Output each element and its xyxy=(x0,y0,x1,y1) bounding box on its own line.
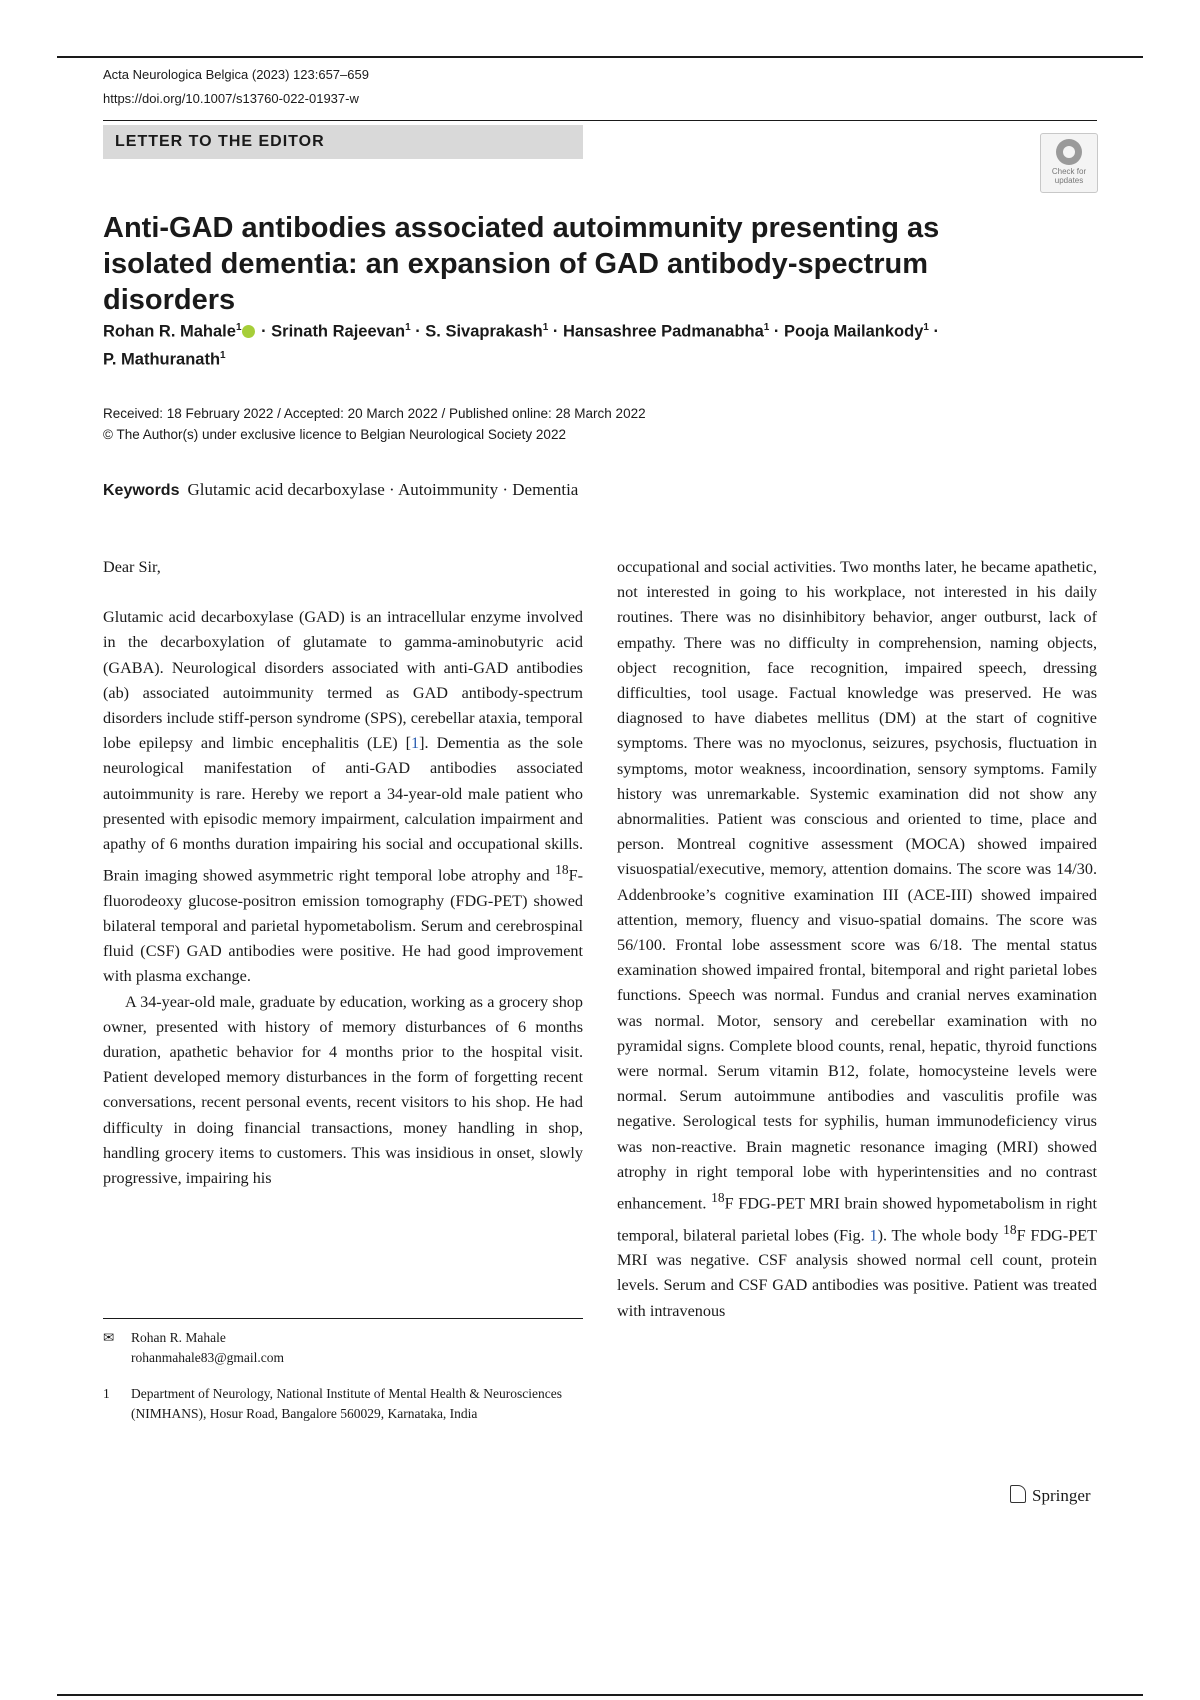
paragraph-case: A 34-year-old male, graduate by education, working as a grocery shop owner, presented with history of memory disturbances of 6 months duration, apathetic behavior for 4 months prior to the hospital visit. Patient developed memory disturbances in the form of forgetting recent conversations, recent personal events, recent visitors to his shop. He had difficulty in doing financial transactions, money handling in shop, handling grocery items to customers. This was insidious in onset, slowly progressive, impairing his xyxy=(103,992,583,1188)
isotope-superscript: 18 xyxy=(1003,1221,1017,1237)
top-rule xyxy=(57,56,1143,58)
corresponding-email[interactable]: rohanmahale83@gmail.com xyxy=(131,1350,285,1365)
intro-text-c: F-fluorodeoxy glucose-positron emission tomography (FDG-PET) showed bilateral temporal and parietal hypometabolism. Serum and cerebrospinal fluid (CSF) GAD antibodies were positive. He had good improvement with plasma exchange. xyxy=(103,866,583,986)
isotope-superscript: 18 xyxy=(555,862,569,878)
check-for-updates-button[interactable] xyxy=(1040,133,1098,193)
affiliation-text: Department of Neurology, National Institute of Mental Health & Neurosciences (NIMHANS), Hosur Road, Bangalore 560029, Karnataka, India xyxy=(131,1386,562,1421)
citation-link[interactable]: 1 xyxy=(411,734,420,753)
orcid-icon[interactable] xyxy=(242,325,255,338)
author-affiliation: 1 xyxy=(405,322,411,333)
envelope-icon: ✉ xyxy=(103,1330,115,1345)
bottom-rule xyxy=(57,1694,1143,1696)
affiliation-number: 1 xyxy=(103,1386,110,1401)
intro-text-a: Glutamic acid decarboxylase (GAD) is an intracellular enzyme involved in the decarboxylation of glutamate to gamma-aminobutyric acid (GABA). Neurological disorders associated with anti-GAD antibodies (ab) associated autoimmunity termed as GAD antibody-spectrum disorders include stiff-person syndrome (SPS), cerebellar ataxia, temporal lobe epilepsy and limbic encephalitis (LE) [ xyxy=(103,608,583,753)
author-affiliation: 1 xyxy=(542,322,549,333)
date-history: Received: 18 February 2022 / Accepted: 20 March 2022 / Published online: 28 March 2022 xyxy=(103,406,646,421)
body-column-left xyxy=(103,555,583,1191)
author-name[interactable]: Srinath Rajeevan xyxy=(271,322,406,341)
keywords xyxy=(103,480,578,500)
footnotes xyxy=(103,1328,583,1440)
article-category: LETTER TO THE EDITOR xyxy=(103,125,583,159)
corresponding-name: Rohan R. Mahale xyxy=(131,1330,226,1345)
article-title: Anti-GAD antibodies associated autoimmunity presenting as isolated dementia: an expansion of GAD antibody-spectrum disorders xyxy=(103,212,940,316)
paragraph-case-continued xyxy=(617,555,1097,1324)
corresponding-author xyxy=(103,1328,583,1368)
case-text-2: F FDG-PET MRI brain showed hypometabolism in right temporal, bilateral parietal lobes (Fig. xyxy=(617,1194,1097,1245)
copyright: © The Author(s) under exclusive licence to Belgian Neurological Society 2022 xyxy=(103,427,566,442)
journal-meta xyxy=(103,63,369,111)
footnote-rule xyxy=(103,1318,583,1319)
check-updates-label-1: Check for xyxy=(1051,167,1087,176)
paragraph-intro xyxy=(103,605,583,989)
author-affiliation: 1 xyxy=(763,322,770,333)
body-column-right xyxy=(617,555,1097,1324)
author-list: Rohan R. Mahale$^1$ · Srinath Rajeevan$^1$ · S. Sivaprakash$^1$ · Hansashree Padmanabha$^1$ · Pooja Mailankody$^1$ · P. Mathuranath$^1$ xyxy=(103,322,940,368)
author-name[interactable]: Pooja Mailankody xyxy=(784,322,924,341)
case-text-3: ). The whole body xyxy=(877,1226,1004,1245)
springer-horse-icon xyxy=(1010,1485,1026,1503)
journal-citation: Acta Neurologica Belgica (2023) 123:657–659 xyxy=(103,67,369,82)
figure-link[interactable]: 1 xyxy=(869,1226,878,1245)
update-icon xyxy=(1056,139,1082,165)
salutation: Dear Sir, xyxy=(103,558,161,576)
author-name[interactable]: S. Sivaprakash xyxy=(425,322,543,341)
case-text-4: F FDG-PET MRI was negative. CSF analysis showed normal cell count, protein levels. Serum and CSF GAD antibodies was positive. Patient was treated with intravenous xyxy=(617,1226,1097,1320)
affiliation-note xyxy=(103,1384,583,1424)
author-name[interactable]: P. Mathuranath xyxy=(103,350,221,368)
keywords-text: Glutamic acid decarboxylase · Autoimmunity · Dementia xyxy=(187,480,579,499)
isotope-superscript: 18 xyxy=(711,1190,725,1206)
doi-link[interactable]: https://doi.org/10.1007/s13760-022-01937-w xyxy=(103,91,359,106)
case-text-1: occupational and social activities. Two months later, he became apathetic, not interested in going to his workplace, not interested in his daily routines. There was no disinhibitory behavior, anger outburst, lack of empathy. There was no difficulty in comprehension, naming objects, object recognition, face recognition, impaired speech, dressing difficulties, tool usage. Factual knowledge was preserved. He was diagnosed to have diabetes mellitus (DM) at the start of cognitive symptoms. There was no myoclonus, seizures, psychosis, fluctuation in symptoms, motor weakness, incoordination, sensory symptoms. Family history was unremarkable. Systemic examination did not show any abnormalities. Patient was conscious and oriented to time, place and person. Montreal cognitive assessment (MOCA) showed impaired visuospatial/executive, memory, attention domains. The score was 14/30. Addenbrooke’s cognitive examination III (ACE-III) showed impaired attention, memory, fluency and visuo-spatial domains. The score was 56/100. Frontal lobe assessment score was 6/18. The mental status examination showed impaired frontal, bitemporal and right parietal lobes functions. Speech was normal. Fundus and cranial nerves examination was normal. Motor, sensory and cerebellar examination with no pyramidal signs. Complete blood counts, renal, hepatic, thyroid functions were normal. Serum vitamin B12, folate, homocysteine levels were normal. Serum autoimmune antibodies and vasculitis profile was negative. Serological tests for syphilis, human immunodeficiency virus was non-reactive. Brain magnetic resonance imaging (MRI) showed atrophy in right temporal lobe with hyperintensities and no contrast enhancement. xyxy=(617,558,1097,1213)
publisher-name: Springer xyxy=(1032,1486,1091,1505)
keywords-label: Keywords xyxy=(103,482,180,499)
author-affiliation: 1 xyxy=(220,349,226,361)
header-rule xyxy=(103,120,1097,121)
author-name[interactable]: Hansashree Padmanabha xyxy=(562,322,764,341)
author-affiliation: 1 xyxy=(235,322,242,333)
check-updates-label-2: updates xyxy=(1054,176,1084,185)
author-affiliation: 1 xyxy=(923,322,929,333)
intro-text-b: ]. Dementia as the sole neurological manifestation of anti-GAD antibodies associated autoimmunity is rare. Hereby we report a 34-year-old male patient who presented with episodic memory impairment, calculation impairment and apathy of 6 months duration impairing his social and occupational skills. Brain imaging showed asymmetric right temporal lobe atrophy and xyxy=(103,734,583,885)
author-name[interactable]: Rohan R. Mahale xyxy=(103,322,236,341)
publisher-logo xyxy=(1010,1485,1091,1506)
publication-dates xyxy=(103,403,646,445)
